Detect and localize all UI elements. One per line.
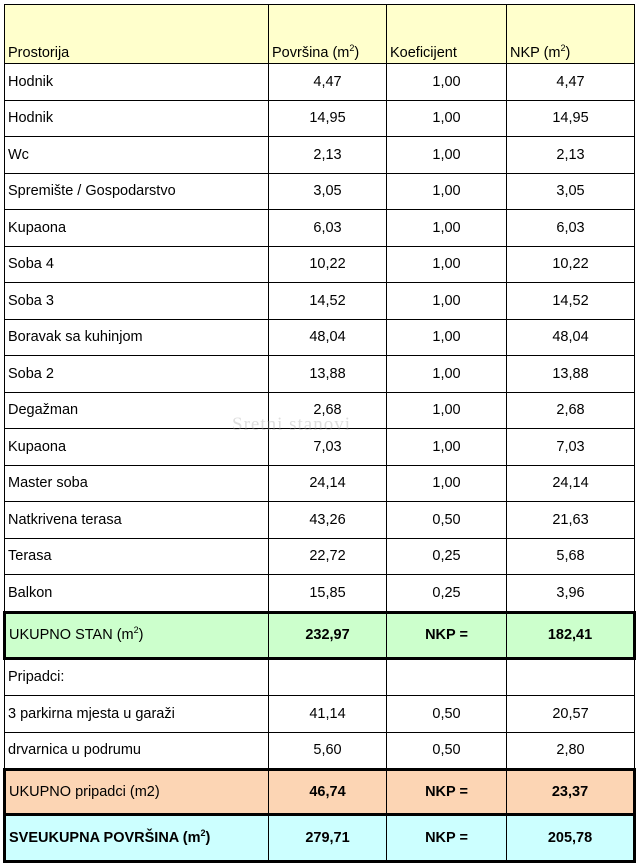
room-coef: 0,25 <box>387 575 507 613</box>
room-area: 2,68 <box>269 392 387 429</box>
sveukupno-label: SVEUKUPNA POVRŠINA $(m^2)$ <box>5 815 269 862</box>
room-name: Soba 3 <box>5 283 269 320</box>
room-name: Balkon <box>5 575 269 613</box>
room-coef: 1,00 <box>387 210 507 247</box>
ukupno-pripadci-nkp: 23,37 <box>507 770 635 815</box>
table-row <box>5 538 635 575</box>
ukupno-pripadci-area: 46,74 <box>269 770 387 815</box>
table-row <box>5 429 635 466</box>
table-row <box>5 246 635 283</box>
ukupno-stan-area: 232,97 <box>269 612 387 658</box>
room-nkp: 14,52 <box>507 283 635 320</box>
table-row <box>5 173 635 210</box>
room-nkp: 2,68 <box>507 392 635 429</box>
pripadak-name: 3 parkirna mjesta u garaži <box>5 696 269 733</box>
room-nkp: 13,88 <box>507 356 635 393</box>
room-coef: 1,00 <box>387 246 507 283</box>
table-row <box>5 356 635 393</box>
area-table-sheet <box>3 4 633 863</box>
room-name: Boravak sa kuhinjom <box>5 319 269 356</box>
room-name: Kupaona <box>5 210 269 247</box>
room-area: 2,13 <box>269 137 387 174</box>
room-name: Terasa <box>5 538 269 575</box>
header-koeficijent: Koeficijent <box>387 5 507 64</box>
room-nkp: 10,22 <box>507 246 635 283</box>
room-name: Spremište / Gospodarstvo <box>5 173 269 210</box>
table-row <box>5 100 635 137</box>
table-row <box>5 64 635 101</box>
room-name: Master soba <box>5 465 269 502</box>
pripadak-name: drvarnica u podrumu <box>5 732 269 770</box>
pripadak-nkp: 20,57 <box>507 696 635 733</box>
room-area: 10,22 <box>269 246 387 283</box>
sveukupno-nkp: 205,78 <box>507 815 635 862</box>
pripadci-header: Pripadci: <box>5 658 269 696</box>
room-nkp: 14,95 <box>507 100 635 137</box>
room-area: 24,14 <box>269 465 387 502</box>
pripadci-header-row <box>5 658 635 696</box>
room-nkp: 21,63 <box>507 502 635 539</box>
room-coef: 1,00 <box>387 283 507 320</box>
room-coef: 1,00 <box>387 319 507 356</box>
ukupno-stan-row <box>5 612 635 658</box>
table-row <box>5 210 635 247</box>
room-coef: 1,00 <box>387 429 507 466</box>
table-row <box>5 502 635 539</box>
table-row <box>5 465 635 502</box>
room-area: 43,26 <box>269 502 387 539</box>
sveukupno-row <box>5 815 635 862</box>
table-row <box>5 696 635 733</box>
area-table <box>3 4 636 863</box>
ukupno-stan-nkp: 182,41 <box>507 612 635 658</box>
room-nkp: 48,04 <box>507 319 635 356</box>
room-name: Degažman <box>5 392 269 429</box>
pripadak-area: 5,60 <box>269 732 387 770</box>
ukupno-stan-nkp-label: NKP = <box>387 612 507 658</box>
pripadak-nkp: 2,80 <box>507 732 635 770</box>
room-nkp: 4,47 <box>507 64 635 101</box>
room-name: Hodnik <box>5 100 269 137</box>
room-coef: 0,25 <box>387 538 507 575</box>
room-coef: 1,00 <box>387 100 507 137</box>
room-nkp: 2,13 <box>507 137 635 174</box>
room-coef: 0,50 <box>387 502 507 539</box>
sveukupno-area: 279,71 <box>269 815 387 862</box>
room-name: Kupaona <box>5 429 269 466</box>
room-area: 13,88 <box>269 356 387 393</box>
pripadak-area: 41,14 <box>269 696 387 733</box>
room-area: 14,52 <box>269 283 387 320</box>
room-area: 22,72 <box>269 538 387 575</box>
ukupno-pripadci-row <box>5 770 635 815</box>
room-coef: 1,00 <box>387 465 507 502</box>
table-row <box>5 732 635 770</box>
table-row <box>5 575 635 613</box>
room-nkp: 5,68 <box>507 538 635 575</box>
room-area: 7,03 <box>269 429 387 466</box>
header-prostorija: Prostorija <box>5 5 269 64</box>
room-coef: 1,00 <box>387 137 507 174</box>
room-area: 14,95 <box>269 100 387 137</box>
room-nkp: 7,03 <box>507 429 635 466</box>
ukupno-stan-label: UKUPNO STAN $(m^2)$ <box>5 612 269 658</box>
room-coef: 1,00 <box>387 173 507 210</box>
ukupno-pripadci-nkp-label: NKP = <box>387 770 507 815</box>
header-nkp: NKP $(m^2)$ <box>507 5 635 64</box>
pripadak-coef: 0,50 <box>387 696 507 733</box>
room-nkp: 6,03 <box>507 210 635 247</box>
room-name: Wc <box>5 137 269 174</box>
room-coef: 1,00 <box>387 356 507 393</box>
table-row <box>5 283 635 320</box>
room-area: 15,85 <box>269 575 387 613</box>
table-row <box>5 319 635 356</box>
watermark: Sretni stanovi <box>232 414 352 435</box>
room-nkp: 3,96 <box>507 575 635 613</box>
sveukupno-nkp-label: NKP = <box>387 815 507 862</box>
pripadak-coef: 0,50 <box>387 732 507 770</box>
table-row <box>5 392 635 429</box>
room-nkp: 24,14 <box>507 465 635 502</box>
room-area: 48,04 <box>269 319 387 356</box>
room-nkp: 3,05 <box>507 173 635 210</box>
room-name: Soba 4 <box>5 246 269 283</box>
table-header-row <box>5 5 635 64</box>
room-name: Soba 2 <box>5 356 269 393</box>
room-name: Natkrivena terasa <box>5 502 269 539</box>
header-povrsina: Površina $(m^2)$ <box>269 5 387 64</box>
room-area: 6,03 <box>269 210 387 247</box>
table-row <box>5 137 635 174</box>
room-name: Hodnik <box>5 64 269 101</box>
room-area: 3,05 <box>269 173 387 210</box>
room-area: 4,47 <box>269 64 387 101</box>
room-coef: 1,00 <box>387 64 507 101</box>
room-coef: 1,00 <box>387 392 507 429</box>
ukupno-pripadci-label: UKUPNO pripadci (m2) <box>5 770 269 815</box>
